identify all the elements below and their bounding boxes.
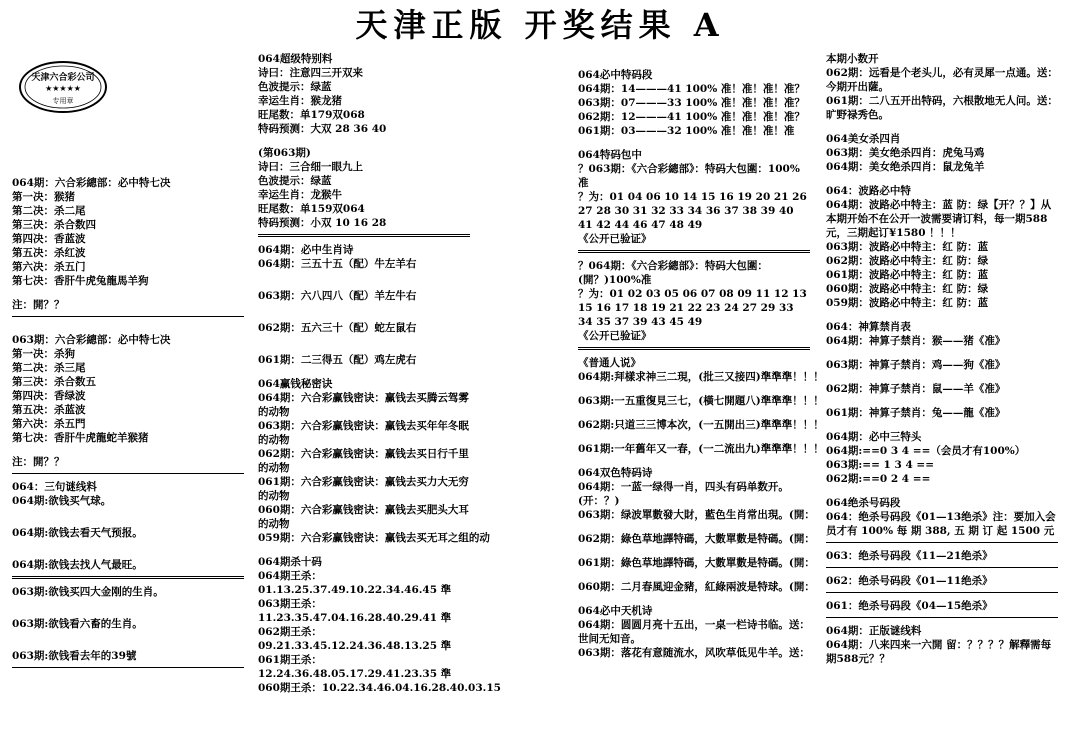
text-line: 063期：落花有意随流水，风吹草低见牛羊。送：	[578, 647, 810, 659]
text-line: ？为：01 04 06 10 14 15 16 19 20 21 26 27 28 30 31 32 33 34 36 37 38 39 40 41 42 44 46 47 48 49	[578, 191, 807, 231]
text-line: 063期:欲钱买四大金刚的生肖。	[12, 586, 164, 598]
text-line: 063期王杀：11.23.35.47.04.16.28.40.29.41 準	[258, 598, 452, 624]
text-line: 063期:欲钱看去年的39號	[12, 650, 137, 662]
text-line: 特码预测：大双 28 36 40	[258, 123, 387, 135]
text-line: 第六决：杀五門	[12, 418, 86, 430]
section-heading: 064特码包中	[578, 149, 642, 161]
section-heading: 064：三句谜线料	[12, 481, 97, 493]
text-line: 062期：五六三十（配）蛇左鼠右	[258, 322, 417, 334]
section-must-win-063	[12, 333, 244, 445]
section-heading: 064绝杀号码段	[826, 497, 901, 509]
text-line: 062期：12———41 100% 准！准！准！准？	[578, 111, 805, 123]
divider	[826, 617, 1058, 618]
text-line: 诗曰：注意四三开双来	[258, 67, 363, 79]
section-heading: 064期杀十码	[258, 556, 322, 568]
text-line: 063期：07———33 100% 准！准！准！准？	[578, 97, 805, 109]
divider	[826, 567, 1058, 568]
text-line: 063期：神算子禁肖：鸡——狗《准》	[826, 359, 1006, 371]
section-heading: 064超级特别料	[258, 53, 333, 65]
text-line: 064期：六合彩赢钱密诀：赢钱去买腾云驾雾的动物	[258, 392, 469, 418]
text-line: 059期：波路必中特主：红 防：蓝	[826, 297, 989, 309]
text-line: 第七决：香肝牛虎龍蛇羊猴猪	[12, 432, 149, 444]
seal-text: 天津六合彩公司	[31, 73, 95, 83]
text-line: 064：绝杀号码段《01—13绝杀》注：要加入会员才有 100% 每 期 388, 五 期 订 起 1500 元	[826, 511, 1056, 537]
text-line: 第四决：香绿波	[12, 390, 86, 402]
text-line: 060期：波路必中特主：红 防：绿	[826, 283, 989, 295]
text-line: 061期：六合彩赢钱密诀：赢钱去买力大无穷的动物	[258, 476, 469, 502]
section-heading: 064：波路必中特	[826, 185, 911, 197]
text-line: 第三决：杀合数四	[12, 219, 96, 231]
section-heading: 064：神算禁肖表	[826, 321, 911, 333]
text-line: 064期:==0 3 4 ==（会员才有100%）	[826, 445, 1026, 457]
text-line: 060期：二月春風迎金豬，紅綠兩波是特球。(開：	[578, 581, 815, 593]
text-line: 063：绝杀号码段《11—21绝杀》	[826, 550, 993, 562]
text-line: 061：绝杀号码段《04—15绝杀》	[826, 600, 993, 612]
divider	[826, 592, 1058, 593]
text-line: 063期：绿波單數發大財，藍色生肖常出現。(開：	[578, 509, 815, 521]
text-line: 064期：一蓝一绿得一肖，四头有码单数开。(开：？)	[578, 481, 789, 507]
text-line: 第一决：杀狗	[12, 348, 75, 360]
section-heading: 064双色特码诗	[578, 467, 653, 479]
text-line: 060期：六合彩赢钱密诀：赢钱去买肥头大耳的动物	[258, 504, 469, 530]
text-line: 060期王杀：10.22.34.46.04.16.28.40.03.15	[258, 682, 501, 694]
column-4	[826, 52, 1058, 666]
text-line: 诗曰：三合细一眼九上	[258, 161, 363, 173]
seal-subtext: 专用章	[52, 97, 74, 105]
divider	[578, 250, 810, 253]
text-line: 061期：03———32 100% 准！准！准！准	[578, 125, 795, 137]
section-heading: 064必中天机诗	[578, 605, 653, 617]
divider	[12, 667, 244, 668]
text-line: 第五决：杀红波	[12, 247, 86, 259]
text-line: 063期：六合彩赢钱密诀：赢钱去买年年冬眠的动物	[258, 420, 469, 446]
seal-stars: ★★★★★	[45, 84, 81, 93]
text-line: 064期：美女绝杀四肖：鼠龙兔羊	[826, 161, 985, 173]
text-line: 063期：六八四八（配）羊左牛右	[258, 290, 417, 302]
text-line: 第七决：香肝牛虎兔龍馬羊狗	[12, 275, 149, 287]
text-line: 061期:一年舊年又一春，(一二流出九)準準準！！！	[578, 443, 824, 455]
text-line: 064期：六合彩總部：必中特七决	[12, 177, 171, 189]
section-heading: 064美女杀四肖	[826, 133, 901, 145]
section-heading: 本期小数开	[826, 53, 879, 65]
text-line: 第三决：杀合数五	[12, 376, 96, 388]
text-line: 063期：六合彩總部：必中特七决	[12, 334, 171, 346]
divider	[12, 576, 244, 579]
text-line: 062期：綠色草地譯特碼，大數單數是特碼。(開：	[578, 533, 815, 545]
text-line: 第六决：杀五门	[12, 261, 86, 273]
text-line: 062期：神算子禁肖：鼠——羊《准》	[826, 383, 1006, 395]
text-line: 062期：远看是个老头儿，必有灵犀一点通。送：今期开出薩。	[826, 67, 1058, 93]
column-3	[578, 68, 824, 660]
text-line: 064期：圆圆月亮十五出，一桌一栏诗书临。送：世间无知音。	[578, 619, 810, 645]
text-line: 064期：八来四来一六開 留：？？？？解釋需每期588元？？	[826, 639, 1052, 665]
section-must-win-064	[12, 176, 244, 288]
divider	[12, 473, 244, 474]
text-line: 色波提示：绿蓝	[258, 81, 332, 93]
divider	[826, 542, 1058, 543]
section-heading: 《普通人说》	[578, 357, 641, 369]
text-line: ？064期：《六合彩總部》：特码大包圍：(開？)100%准	[578, 260, 768, 286]
text-line: 旺尾数：单159双064	[258, 203, 365, 215]
text-line: 061期：綠色草地譯特碼，大數單數是特碼。(開：	[578, 557, 815, 569]
company-seal	[18, 60, 108, 114]
note: 注：開？？	[12, 456, 65, 468]
text-line: 第一决：猴猪	[12, 191, 75, 203]
divider	[12, 316, 244, 317]
text-line: 《公开已验证》	[578, 233, 652, 245]
section-heading: 064期：必中生肖诗	[258, 244, 354, 256]
text-line: 第二决：杀二尾	[12, 205, 86, 217]
text-line: 061期：二八五开出特码，六根散地无人问。送：旷野禄秀色。	[826, 95, 1058, 121]
text-line: 062期:只道三三博本次，(一五開出三)準準準！！！	[578, 419, 824, 431]
text-line: 061期：二三得五（配）鸡左虎右	[258, 354, 417, 366]
text-line: 064期：波路必中特主：蓝 防：绿【开？？】从本期开始不在公开一波需要请订料，每一期588元，三期起订¥1580 ！！！	[826, 199, 1052, 239]
text-line: 幸运生肖：猴龙猪	[258, 95, 342, 107]
text-line: 062期：六合彩赢钱密诀：赢钱去买日行千里的动物	[258, 448, 469, 474]
text-line: 064期：14———41 100% 准！准！准！准？	[578, 83, 805, 95]
section-heading: 064必中特码段	[578, 69, 653, 81]
text-line: 064期王杀：01.13.25.37.49.10.22.34.46.45 準	[258, 570, 452, 596]
text-line: 特码预测：小双 10 16 28	[258, 217, 387, 229]
text-line: 064期:欲钱去找人气最旺。	[12, 559, 143, 571]
section-heading: 064赢钱秘密诀	[258, 378, 333, 390]
text-line: 旺尾数：单179双068	[258, 109, 365, 121]
text-line: 第四决：香蓝波	[12, 233, 86, 245]
text-line: 色波提示：绿蓝	[258, 175, 332, 187]
text-line: 064期:欲钱去看天气预报。	[12, 527, 143, 539]
text-line: 063期:一五重復見三七，(橫七開題八)準準準！！！	[578, 395, 824, 407]
text-line: 第五决：杀蓝波	[12, 404, 86, 416]
divider	[578, 347, 810, 350]
text-line: 062期:==0 2 4 ==	[826, 473, 931, 485]
text-line: 062期：波路必中特主：红 防：绿	[826, 255, 989, 267]
text-line: 第二决：杀三尾	[12, 362, 86, 374]
divider	[258, 234, 470, 237]
text-line: 061期王杀：12.24.36.48.05.17.29.41.23.35 準	[258, 654, 452, 680]
text-line: 幸运生肖：龙猴牛	[258, 189, 342, 201]
note: 注：開？？	[12, 299, 65, 311]
text-line: 063期：美女绝杀四肖：虎兔马鸡	[826, 147, 985, 159]
section-heading: (第063期)	[258, 147, 311, 159]
text-line: 059期：六合彩赢钱密诀：赢钱去买无耳之组的动	[258, 532, 490, 544]
text-line: 062期王杀：09.21.33.45.12.24.36.48.13.25 準	[258, 626, 452, 652]
section-heading: 064期：必中三特头	[826, 431, 922, 443]
section-heading: 064期：正版谜线料	[826, 625, 922, 637]
text-line: 063期:== 1 3 4 ==	[826, 459, 935, 471]
text-line: 062：绝杀号码段《01—11绝杀》	[826, 575, 993, 587]
text-line: 《公开已验证》	[578, 330, 652, 342]
text-line: ？063期：《六合彩總部》：特码大包圍：100%准	[578, 163, 800, 189]
column-1	[12, 176, 244, 674]
text-line: 064期：神算子禁肖：猴——猪《准》	[826, 335, 1006, 347]
text-line: 061期：波路必中特主：红 防：蓝	[826, 269, 989, 281]
text-line: 064期：三五十五（配）牛左羊右	[258, 258, 417, 270]
text-line: ？为：01 02 03 05 06 07 08 09 11 12 13 15 16 17 18 19 21 22 23 24 27 29 33 34 35 37 39 43 45 49	[578, 288, 807, 328]
text-line: 064期:欲钱买气球。	[12, 495, 112, 507]
page-title: 天津正版 开奖结果 A	[355, 6, 725, 44]
text-line: 063期:欲钱看六畜的生肖。	[12, 618, 143, 630]
text-line: 063期：波路必中特主：红 防：蓝	[826, 241, 989, 253]
text-line: 061期：神算子禁肖：兔——龍《准》	[826, 407, 1006, 419]
column-2	[258, 52, 501, 695]
text-line: 064期:拜樣求神三二現，(批三又接四)準準準！！！	[578, 371, 824, 383]
